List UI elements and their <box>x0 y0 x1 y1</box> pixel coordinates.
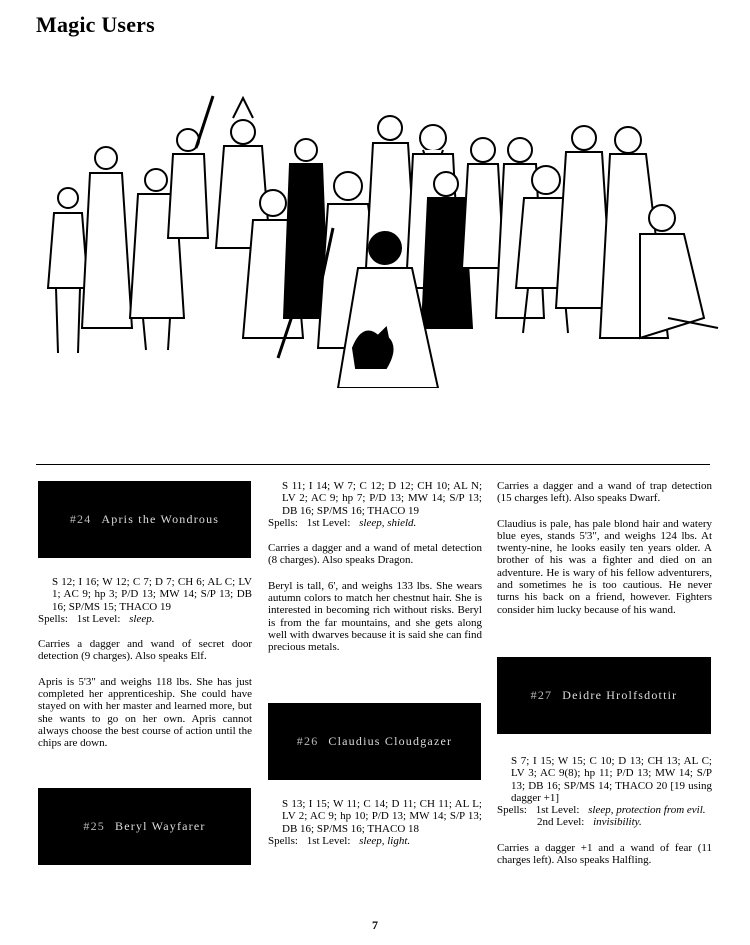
page-title: Magic Users <box>36 12 155 37</box>
magic-users-illustration <box>28 88 728 388</box>
stat-block: S 11; I 14; W 7; C 12; D 12; CH 10; AL N; LV 2; AC 9; hp 7; P/D 13; MW 14; S/P 13; DB 16; SP/MS 16; THACO 19 <box>282 480 482 517</box>
character-banner-27 <box>497 657 711 734</box>
character-name: Deidre Hrolfsdottir <box>562 688 678 702</box>
description-text: Claudius is pale, has pale blond hair and watery blue eyes, stands 5'3", and weighs 124 lbs. At twenty-nine, he looks easily ten years older. A brother of his was a fighter and died on an adventure. He is wary of his fellow adventurers, and sometimes he is too cautious. He never turns his back on a friend, however. Fighters consider him lucky because of his wand. <box>497 517 712 616</box>
character-entry-26-stats <box>268 798 482 860</box>
figure-icon <box>462 138 504 268</box>
stat-block: S 7; I 15; W 15; C 10; D 13; CH 13; AL C; LV 3; AC 9(8); hp 11; P/D 13; MW 14; S/P 13; DB 16; SP/MS 14; THACO 20 [19 using dagger +1] <box>511 755 712 804</box>
character-number: #25 <box>83 819 106 833</box>
character-entry-26-text <box>497 480 712 629</box>
character-name: Apris the Wondrous <box>101 512 220 526</box>
character-banner-24 <box>38 481 251 558</box>
figure-icon <box>82 147 132 328</box>
spell-line: Spells: 1st Level: sleep, light. <box>268 834 411 847</box>
description-text: Apris is 5'3" and weighs 118 lbs. She has just completed her apprenticeship. She could have stayed on with her master and learned more, but she wants to go on her own. Apris cannot always choose the best course of action until the chips are down. <box>38 675 252 750</box>
character-number: #24 <box>69 512 92 526</box>
description-text: Beryl is tall, 6', and weighs 133 lbs. She wears autumn colors to match her chestnut hair. She is interested in becoming rich without risks. Beryl is from the far mountains, and she gets along well with dwarves because it is said she can find precious metals. <box>268 579 482 654</box>
character-name: Claudius Cloudgazer <box>328 734 453 748</box>
spell-line: Spells: 1st Level: sleep, protection from evil. <box>497 804 706 817</box>
character-banner-26 <box>268 703 481 780</box>
horizontal-rule <box>36 464 710 465</box>
figure-icon <box>168 96 213 238</box>
equipment-text: Carries a dagger +1 and a wand of fear (11 charges left). Also speaks Halfling. <box>497 841 712 867</box>
spell-line: Spells: 1st Level: sleep, shield. <box>268 516 417 529</box>
character-entry-27 <box>497 755 712 879</box>
equipment-text: Carries a dagger and wand of secret door detection (9 charges). Also speaks Elf. <box>38 638 252 663</box>
spell-line-level2: 2nd Level: invisibility. <box>537 816 642 829</box>
spell-line: Spells: 1st Level: sleep. <box>38 612 155 625</box>
stat-block: S 12; I 16; W 12; C 7; D 7; CH 6; AL C; LV 1; AC 9; hp 3; P/D 13; MW 14; S/P 13; DB 16; SP/MS 15; THACO 19 <box>52 576 252 613</box>
character-entry-25 <box>268 480 482 667</box>
equipment-text: Carries a dagger and a wand of trap detection (15 charges left). Also speaks Dwarf. <box>497 480 712 505</box>
stat-block: S 13; I 15; W 11; C 14; D 11; CH 11; AL L; LV 2; AC 9; hp 10; P/D 13; MW 14; S/P 13; DB 16; SP/MS 16; THACO 18 <box>282 798 482 835</box>
character-banner-25 <box>38 788 251 865</box>
character-entry-24 <box>38 576 252 763</box>
figure-icon <box>640 205 718 338</box>
character-number: #27 <box>530 688 553 702</box>
character-number: #26 <box>296 734 319 748</box>
equipment-text: Carries a dagger and a wand of metal detection (8 charges). Also speaks Dragon. <box>268 542 482 567</box>
page-number: 7 <box>372 918 378 932</box>
character-name: Beryl Wayfarer <box>115 819 206 833</box>
